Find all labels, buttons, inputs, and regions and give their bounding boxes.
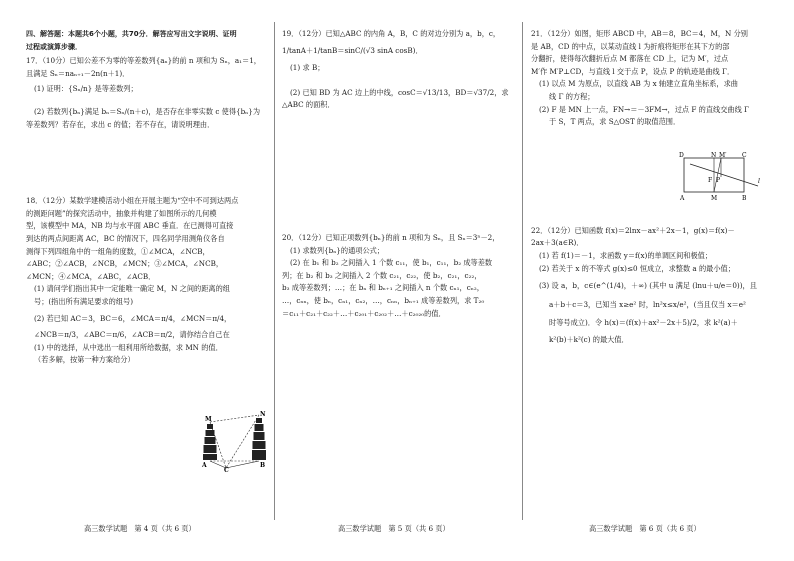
q22-line: (1) 若 f(1)＝－1，求函数 y＝f(x)的单调区间和极值； (539, 250, 713, 260)
page-footer-6: 高三数学试题 第 6 页（共 6 页） (589, 524, 701, 533)
q18-line: ∠MCN；④∠MCA，∠ABC，∠ACB． (26, 271, 156, 281)
page-5-column (282, 28, 516, 518)
label-m: M (711, 195, 718, 202)
q17-line: 等差数列？若存在，求出 c 的值；若不存在，请说明理由． (26, 119, 215, 129)
q21-line: 分翻折，使得每次翻折后点 M 都落在 CD 上，记为 M′，过点 (531, 54, 729, 64)
q18-line: (1) 请问学们指出其中一定能唯一确定 M，N 之间的距离的组 (34, 284, 230, 294)
q19-line: 1/tanA＋1/tanB＝sinC/(√3 sinA cosB)． (282, 45, 423, 55)
question-21 (531, 28, 771, 129)
q20-line: 20．（12分）已知正项数列{bₙ}的前 n 项和为 Sₙ，且 Sₙ＝3ⁿ－2， (282, 232, 500, 242)
q18-line: (1) 中的选择，从中选出一组利用所给数据，求 MN 的值． (34, 342, 223, 352)
q19-line: (1) 求 B； (290, 63, 325, 73)
q18-line: 号；(指出所有满足要求的组号) (34, 296, 134, 306)
q22-line: 时等号成立)．令 h(x)＝(f(x)＋ax²－2x＋5)/2，求 k²(a)＋ (549, 318, 738, 328)
q22-line: 2ax＋3(a∈R)． (531, 238, 584, 248)
q18-line: 型，该模型中 MA，NB 均与水平面 ABC 垂直．在已测得可直接 (26, 221, 234, 231)
q19-line: (2) 已知 BD 为 AC 边上的中线，cosC＝√13/13，BD＝√37/2，求 (290, 87, 509, 97)
q22-line: (2) 若关于 x 的不等式 g(x)≤0 恒成立，求整数 a 的最小值； (539, 263, 735, 273)
label-a: A (202, 462, 207, 469)
q18-line: 到达的两点间距离 AC，BC 的情况下，四名同学用测角仪各自 (26, 233, 225, 243)
tower-right-icon (252, 418, 266, 460)
column-divider-2 (522, 22, 523, 520)
q18-line: ∠ABC；②∠ACB，∠NCB，∠MCN；③∠MCA，∠NCB， (26, 259, 224, 269)
section-header-cont: 过程或演算步骤． (26, 42, 82, 51)
label-l: l (758, 178, 760, 185)
label-f: F (708, 177, 713, 184)
q18-line: ∠NCB＝π/3，∠ABC＝π/6，∠ACB＝π/2，请你结合自己在 (34, 330, 230, 340)
question-18 (26, 195, 266, 367)
q22-line: (3) 设 a，b，c∈(e^(1/4)，＋∞) (其中 u 满足 (lnu＋u/e＝0))，且 (539, 281, 757, 291)
label-b: B (742, 195, 747, 202)
label-m-prime: M′ (719, 152, 727, 159)
question-22 (531, 225, 771, 347)
q20-line: (1) 求数列{bₙ}的通项公式； (290, 245, 385, 255)
page-footer-4: 高三数学试题 第 4 页（共 6 页） (84, 524, 196, 533)
label-d: D (679, 152, 684, 159)
q21-line: (2) F 是 MN 上一点，FN→＝－3FM→，过点 F 的直线交曲线 Γ (539, 104, 750, 114)
page-6-column (531, 28, 771, 518)
q18-figure (196, 410, 276, 472)
question-19 (282, 28, 516, 112)
label-n: N (260, 411, 266, 418)
q21-line: 于 S，T 两点，求 S△OST 的取值范围． (549, 117, 681, 127)
q17-line: 且满足 Sₙ＝naₙ₊₁－2n(n＋1)． (26, 68, 130, 78)
question-20 (282, 232, 516, 320)
q20-line: b₃ 成等差数列；…；在 bₙ 和 bₙ₊₁ 之间插入 n 个数 cₙ₁，cₙ₂， (282, 283, 484, 293)
q21-figure (676, 150, 764, 202)
tower-left-icon (203, 424, 217, 460)
q20-line: ＝c₁₁＋c₂₁＋c₂₂＋…＋c₂₀₁＋c₂₀₂＋…＋c₂₀₂₀的值． (282, 308, 446, 318)
q21-line: M′作 M′P⊥CD，与直线 l 交于点 P，设点 P 的轨迹是曲线 Γ． (531, 66, 735, 76)
q22-line: a＋b＋c＝3，已知当 x≥e² 时，ln²x≤x/e²，(当且仅当 x＝e² (549, 299, 746, 309)
label-p: P (716, 177, 721, 184)
label-b: B (260, 462, 266, 469)
label-c: C (224, 467, 229, 472)
q22-line: 22．（12分）已知函数 f(x)＝2lnx－ax²＋2x－1，g(x)＝f(x)－ (531, 225, 735, 235)
q19-line: 19．（12分）已知△ABC 的内角 A，B，C 的对边分别为 a，b，c， (282, 29, 501, 38)
q18-line: (2) 若已知 AC＝3，BC＝6，∠MCA＝π/4，∠MCN＝π/4， (34, 313, 232, 323)
label-n: N (711, 152, 717, 159)
q18-line: （若多解，按第一种方案给分） (34, 355, 135, 365)
q22-line: k²(b)＋k²(c) 的最大值． (549, 334, 629, 344)
q21-line: 线 Γ 的方程； (549, 91, 595, 101)
q20-line: …，cₙₙ，使 bₙ，cₙ₁，cₙ₂，…，cₙₙ，bₙ₊₁ 成等差数列，求 T₂₀ (282, 295, 485, 305)
page-footer-5: 高三数学试题 第 5 页（共 6 页） (338, 524, 450, 533)
q17-line: (2) 若数列{bₙ}满足 bₙ＝Sₙ/(n＋c)，是否存在非零实数 c 使得{bₙ}为 (34, 106, 261, 116)
question-17 (26, 55, 266, 131)
q17-line: 17．（10分）已知公差不为零的等差数列{aₙ}的前 n 项和为 Sₙ，a₁＝1， (26, 56, 261, 66)
q18-line: 测得下列四组角中的一组角的度数，①∠MCA，∠NCB， (26, 246, 210, 256)
q20-line: (2) 在 b₁ 和 b₂ 之间插入 1 个数 c₁₁，使 b₁，c₁₁，b₂ 成等差数 (290, 258, 493, 268)
section-header: 四、解答题：本题共6个小题，共70分．解答应写出文字说明、证明 (26, 30, 237, 38)
q21-line: (1) 以点 M 为原点，以直线 AB 为 x 轴建立直角坐标系，求曲 (539, 79, 738, 89)
q21-line: 21．（12分）如图，矩形 ABCD 中，AB＝8，BC＝4，M，N 分别 (531, 29, 748, 38)
q20-line: 列；在 b₂ 和 b₃ 之间插入 2 个数 c₂₁，c₂₂，使 b₂，c₂₁，c₂₂， (282, 270, 482, 280)
q17-line: (1) 证明：{Sₙ/n} 是等差数列； (34, 84, 138, 94)
q18-line: 的测距问题”的探究活动中，抽象并构建了如图所示的几何模 (26, 208, 217, 218)
label-m: M (205, 416, 212, 423)
q21-line: 是 AB，CD 的中点，以某动直线 l 为折痕将矩形在其下方的部 (531, 41, 730, 51)
label-c: C (742, 152, 747, 159)
q18-line: 18．（12分）某数学建模活动小组在开展主题为“空中不可到达两点 (26, 196, 239, 206)
q19-line: △ABC 的面积． (282, 100, 335, 110)
label-a: A (680, 195, 685, 202)
